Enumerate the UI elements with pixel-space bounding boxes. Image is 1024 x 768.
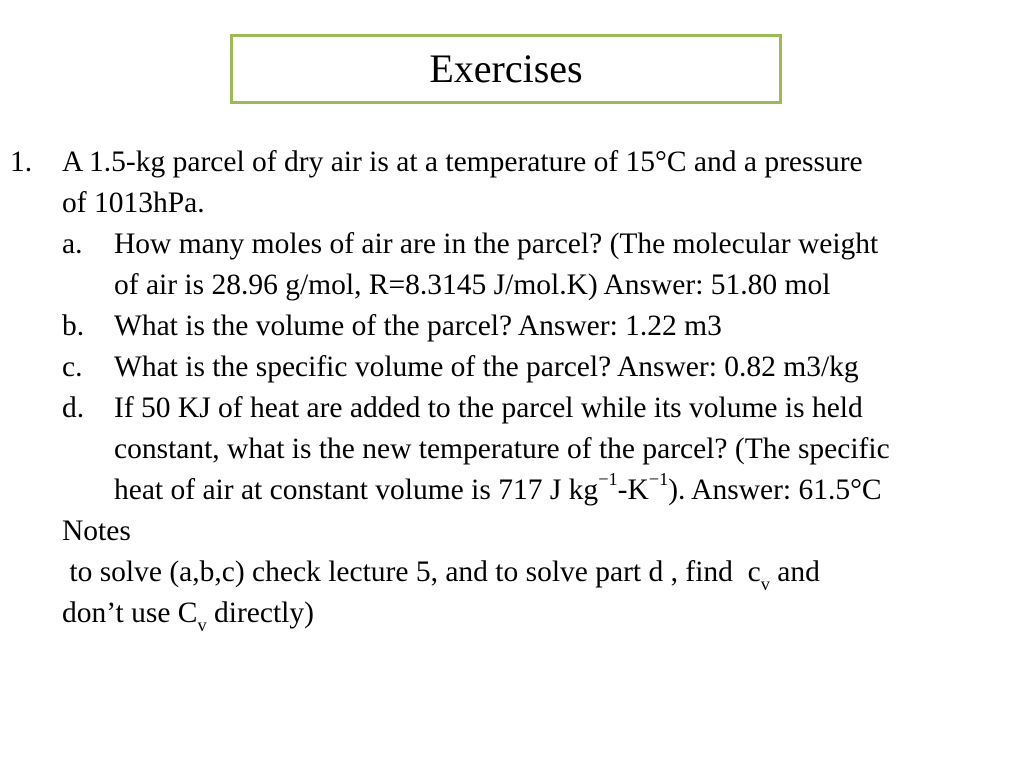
part-a-marker: a. <box>62 228 83 260</box>
notes-subscript-1: v <box>760 573 770 594</box>
part-a-line-1: How many moles of air are in the parcel? (The molecular weight <box>114 228 879 260</box>
part-c-marker: c. <box>62 351 83 383</box>
notes-line-2-text-b: directly) <box>206 597 314 629</box>
part-d-line-3-text-c: ). Answer: 61.5°C <box>668 474 882 506</box>
page-title: Exercises <box>429 46 583 91</box>
part-d-line-3-text-a: heat of air at constant volume is 717 J kg <box>114 474 599 506</box>
part-d-line-2: constant, what is the new temperature of the parcel? (The specific <box>114 433 890 465</box>
part-d-line-3 <box>114 469 882 506</box>
notes-subscript-2: v <box>197 614 207 635</box>
part-a-line-2: of air is 28.96 g/mol, R=8.3145 J/mol.K) Answer: 51.80 mol <box>114 269 831 301</box>
title-box <box>230 34 782 104</box>
part-d-superscript-2: −1 <box>648 469 669 490</box>
part-d-superscript-1: −1 <box>598 469 618 490</box>
notes-line-2-text-a: don’t use C <box>62 597 198 629</box>
part-c-line-1: What is the specific volume of the parcel? Answer: 0.82 m3/kg <box>114 351 859 383</box>
part-d-line-1: If 50 KJ of heat are added to the parcel while its volume is held <box>114 392 863 424</box>
exercise-intro-line-2: of 1013hPa. <box>62 187 205 219</box>
part-b-marker: b. <box>62 310 85 342</box>
part-d-marker: d. <box>62 392 85 424</box>
notes-heading: Notes <box>62 515 131 547</box>
part-d-line-3-text-b: -K <box>617 474 649 506</box>
exercise-intro-line-1: A 1.5-kg parcel of dry air is at a temperature of 15°C and a pressure <box>62 146 863 178</box>
notes-line-1-text-a: to solve (a,b,c) check lecture 5, and to solve part d , find c <box>62 556 761 588</box>
notes-line-1-text-b: and <box>769 556 820 588</box>
notes-line-1 <box>62 556 820 594</box>
exercise-number: 1. <box>10 146 33 178</box>
part-b-line-1: What is the volume of the parcel? Answer: 1.22 m3 <box>114 310 722 342</box>
notes-line-2 <box>62 597 314 635</box>
